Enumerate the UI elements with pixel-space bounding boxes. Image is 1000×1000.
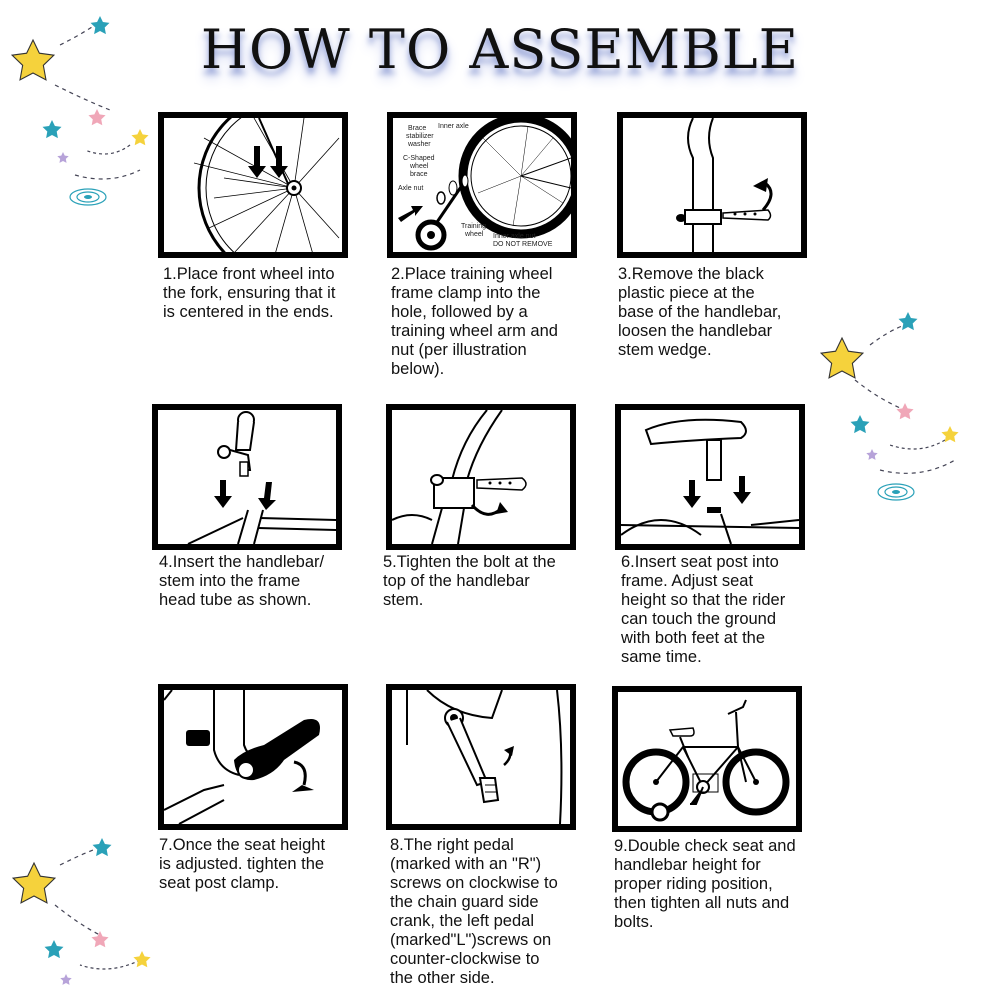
step-7-illustration <box>158 684 348 830</box>
step-1-caption: 1.Place front wheel into the fork, ensuring that it is centered in the ends. <box>163 265 336 321</box>
svg-text:brace: brace <box>410 171 428 178</box>
step-5-caption: 5.Tighten the bolt at the top of the handlebar stem. <box>383 553 556 609</box>
page-title: HOW TO ASSEMBLE <box>200 18 800 81</box>
svg-text:stabilizer: stabilizer <box>406 133 434 140</box>
step-2-caption: 2.Place training wheel frame clamp into the hole, followed by a training wheel arm and nut (per illustration below). <box>391 265 558 378</box>
step-2-illustration <box>387 112 577 258</box>
step-3-caption: 3.Remove the black plastic piece at the base of the handlebar, loosen the handlebar stem wedge. <box>618 265 782 359</box>
svg-text:Inner axle nut: Inner axle nut <box>493 233 536 240</box>
star-cluster-bottom-left <box>13 838 150 985</box>
step-8-caption: 8.The right pedal (marked with an "R") screws on clockwise to the chain guard side crank, the left pedal (marked"L")screws on counter-clockwise to the other side. <box>390 836 558 987</box>
step-9-caption: 9.Double check seat and handlebar height for proper riding position, then tighten all nuts and bolts. <box>614 837 796 931</box>
svg-text:Axle nut: Axle nut <box>398 185 424 192</box>
step-4-illustration <box>152 404 342 550</box>
svg-text:Training: Training <box>461 223 487 230</box>
svg-text:C-Shaped: C-Shaped <box>403 155 435 162</box>
svg-text:DO NOT REMOVE: DO NOT REMOVE <box>493 241 553 248</box>
step-8-illustration <box>386 684 576 830</box>
finished-bike-icon <box>618 692 796 826</box>
step-6-illustration <box>615 404 805 550</box>
step-5-illustration <box>386 404 576 550</box>
svg-text:wheel: wheel <box>465 231 484 238</box>
step-3-illustration <box>617 112 807 258</box>
step-7-caption: 7.Once the seat height is adjusted. tighten the seat post clamp. <box>159 836 326 892</box>
seat-post-icon <box>621 410 799 544</box>
tighten-bolt-icon <box>392 410 570 544</box>
handlebar-stem-icon <box>623 118 801 252</box>
front-wheel-fork-icon <box>164 118 342 252</box>
seat-clamp-icon <box>164 690 342 824</box>
svg-text:washer: washer <box>408 141 431 148</box>
pedal-icon <box>392 690 570 824</box>
step-6-caption: 6.Insert seat post into frame. Adjust seat height so that the rider can touch the ground with both feet at the same time. <box>621 553 786 666</box>
insert-handlebar-icon <box>158 410 336 544</box>
svg-text:wheel: wheel <box>410 163 429 170</box>
step-9-illustration <box>612 686 802 832</box>
training-wheel-assembly-icon <box>393 118 571 252</box>
step-4-caption: 4.Insert the handlebar/ stem into the frame head tube as shown. <box>159 553 325 609</box>
svg-text:Inner axle: Inner axle <box>438 123 469 130</box>
star-cluster-right <box>821 312 958 500</box>
svg-text:Brace: Brace <box>408 125 427 132</box>
step-1-illustration <box>158 112 348 258</box>
